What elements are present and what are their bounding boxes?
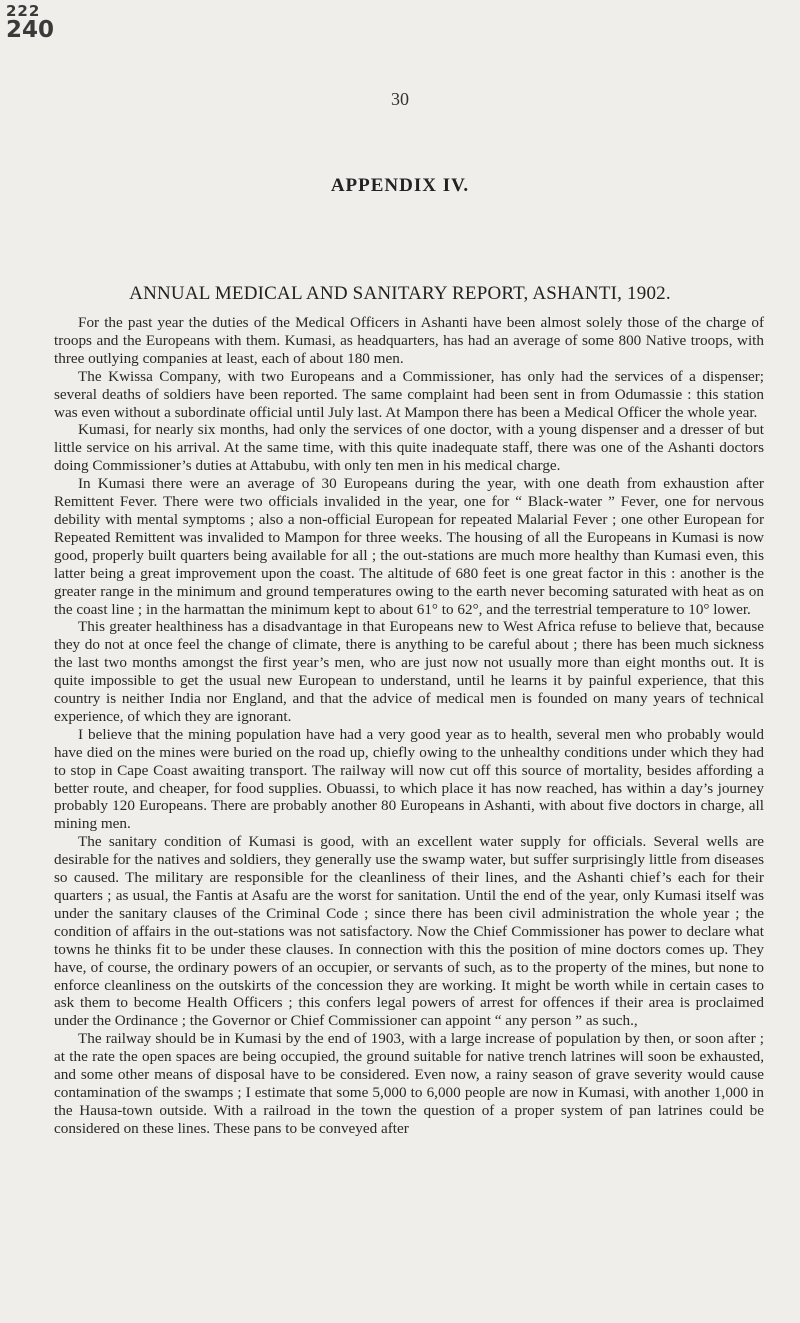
library-stamp bbox=[6, 4, 66, 42]
appendix-title: APPENDIX IV. bbox=[330, 175, 470, 196]
paragraph: The sanitary condition of Kumasi is good, with an excellent water supply for officials. Several wells are desirable for the natives and soldiers, they generally use the swamp water, but suffer surprisingly little from diseases so caused. The military are responsible for the cleanliness of their lines, and the Ashanti chief’s each for their quarters ; as usual, the Fantis at Asafu are the worst for sanitation. Until the end of the year, only Kumasi itself was under the sanitary clauses of the Criminal Code ; since there has been civil administration the whole year ; the condition of affairs in the out-stations was not satisfactory. Now the Chief Commissioner has power to declare what towns he thinks fit to be under these clauses. In connection with this the position of mine doctors comes up. They have, of course, the ordinary powers of an occupier, or servants of such, as to the property of the mines, but none to enforce cleanliness on the outskirts of the concession they are working. It might be worth while in certain cases to ask them to become Health Officers ; this confers legal powers of arrest for offences if their area is proclaimed under the Ordinance ; the Governor or Chief Commissioner can appoint “ any person ” as such., bbox=[54, 833, 764, 1030]
page-number: 30 bbox=[391, 89, 409, 109]
report-body bbox=[54, 314, 764, 1138]
paragraph: I believe that the mining population have had a very good year as to health, several men who probably would have died on the mines were buried on the road up, chiefly owing to the unhealthy conditions under which they had to stop in Cape Coast awaiting transport. The railway will now cut off this source of mortality, besides affording a better route, and cheaper, for food supplies. Obuassi, to which place it has now reached, has within a day’s journey probably 120 Europeans. There are probably another 80 Europeans in Ashanti, with about five doctors in charge, all mining men. bbox=[54, 725, 764, 833]
report-title: ANNUAL MEDICAL AND SANITARY REPORT, ASHANTI, 1902. bbox=[129, 283, 671, 304]
paragraph: The railway should be in Kumasi by the end of 1903, with a large increase of population by then, or soon after ; at the rate the open spaces are being occupied, the ground suitable for native trench latrines will soon be exhausted, and some other means of disposal have to be considered. Even now, a rainy season of grave severity would cause contamination of the swamps ; I estimate that some 5,000 to 6,000 people are now in Kumasi, with another 1,000 in the Hausa-town outside. With a railroad in the town the question of a proper system of pan latrines could be considered on these lines. These pans to be conveyed after bbox=[54, 1030, 764, 1137]
paragraph: In Kumasi there were an average of 30 Europeans during the year, with one death from exhaustion after Remittent Fever. There were two officials invalided in the year, one for “ Black-water ” Fever, one for nervous debility with mental symptoms ; also a non-official European for repeated Malarial Fever ; one other European for Repeated Remittent was invalided to Mampon for three weeks. The housing of all the Europeans in Kumasi is now good, properly built quarters being available for all ; the out-stations are much more healthy than Kumasi even, this latter being a great improvement upon the coast. The altitude of 680 feet is one great factor in this : another is the greater range in the minimum and ground temperatures owing to the earth never becoming saturated with heat as on the coast line ; in the harmattan the minimum kept to about 61° to 62°, and the terrestrial temperature to 10° lower. bbox=[54, 475, 764, 618]
paragraph: The Kwissa Company, with two Europeans and a Commissioner, has only had the services of a dispenser; several deaths of soldiers have been reported. The same complaint had been sent in from Odumassie : this station was even without a subordinate official until July last. At Mampon there has been a Medical Officer the whole year. bbox=[54, 367, 764, 421]
stamp-number: 240 bbox=[6, 17, 55, 43]
paragraph: Kumasi, for nearly six months, had only the services of one doctor, with a young dispenser and a dresser of but little service on his arrival. At the same time, with this quite inadequate staff, there was one of the Ashanti doctors doing Commissioner’s duties at Attabubu, with only ten men in his medical charge. bbox=[54, 421, 764, 475]
stamp-mark: 222 bbox=[6, 2, 41, 20]
paragraph: For the past year the duties of the Medical Officers in Ashanti have been almost solely those of the charge of troops and the Europeans with them. Kumasi, as headquarters, has had an average of some 800 Native troops, with three outlying companies at least, each of about 180 men. bbox=[54, 314, 764, 367]
paragraph: This greater healthiness has a disadvantage in that Europeans new to West Africa refuse to believe that, because they do not at once feel the change of climate, there is anything to be careful about ; there has been much sickness the last two months amongst the first year’s men, who are just now not usually more than eight months out. It is quite impossible to get the usual new European to understand, until he learns it by painful experience, that this country is neither India nor England, and that the advice of medical men is founded on many years of technical experience, of which they are ignorant. bbox=[54, 618, 764, 725]
